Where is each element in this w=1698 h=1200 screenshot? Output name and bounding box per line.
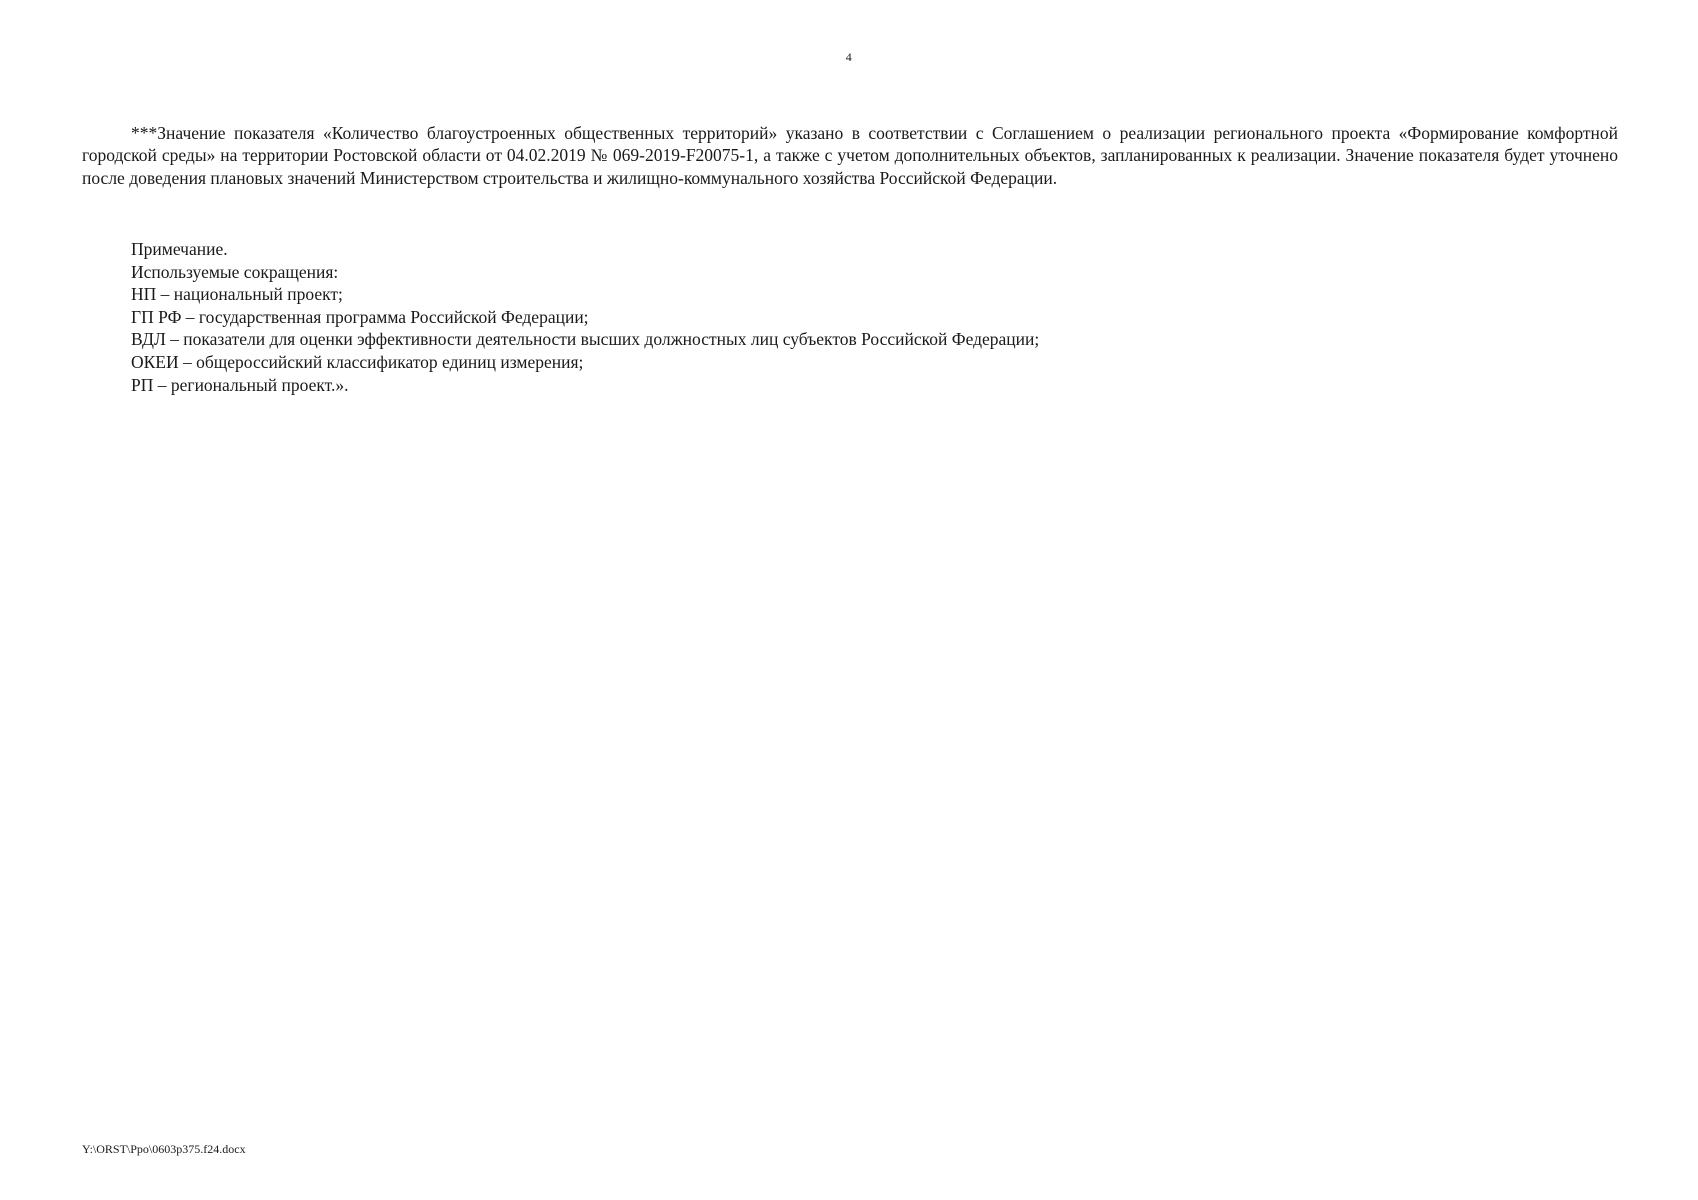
abbreviation-item: ОКЕИ – общероссийский классификатор единиц измерения;	[131, 351, 584, 372]
notes-section	[131, 238, 1431, 396]
abbreviations-heading: Используемые сокращения:	[131, 261, 339, 282]
abbreviation-item: НП – национальный проект;	[131, 284, 343, 305]
file-path-footer: Y:\ORST\Ppo\0603p375.f24.docx	[82, 1142, 246, 1156]
abbreviation-item: РП – региональный проект.».	[131, 374, 349, 395]
notes-title: Примечание.	[131, 239, 228, 259]
footnote-paragraph: ***Значение показателя «Количество благоустроенных общественных территорий» указано в соответствии с Соглашением о реализации регионального проекта «Формирование комфортной городской среды» на территории Ростовской области от 04.02.2019 № 069-2019-F20075-1, а также с учетом дополнительных объектов, запланированных к реализации. Значение показателя будет уточнено после доведения плановых значений Министерством строительства и жилищно-коммунального хозяйства Российской Федерации.	[82, 123, 1618, 188]
abbreviation-item: ГП РФ – государственная программа Российской Федерации;	[131, 306, 589, 327]
abbreviation-item: ВДЛ – показатели для оценки эффективности деятельности высших должностных лиц субъектов Российской Федерации;	[131, 329, 1040, 350]
page-number: 4	[845, 50, 853, 64]
